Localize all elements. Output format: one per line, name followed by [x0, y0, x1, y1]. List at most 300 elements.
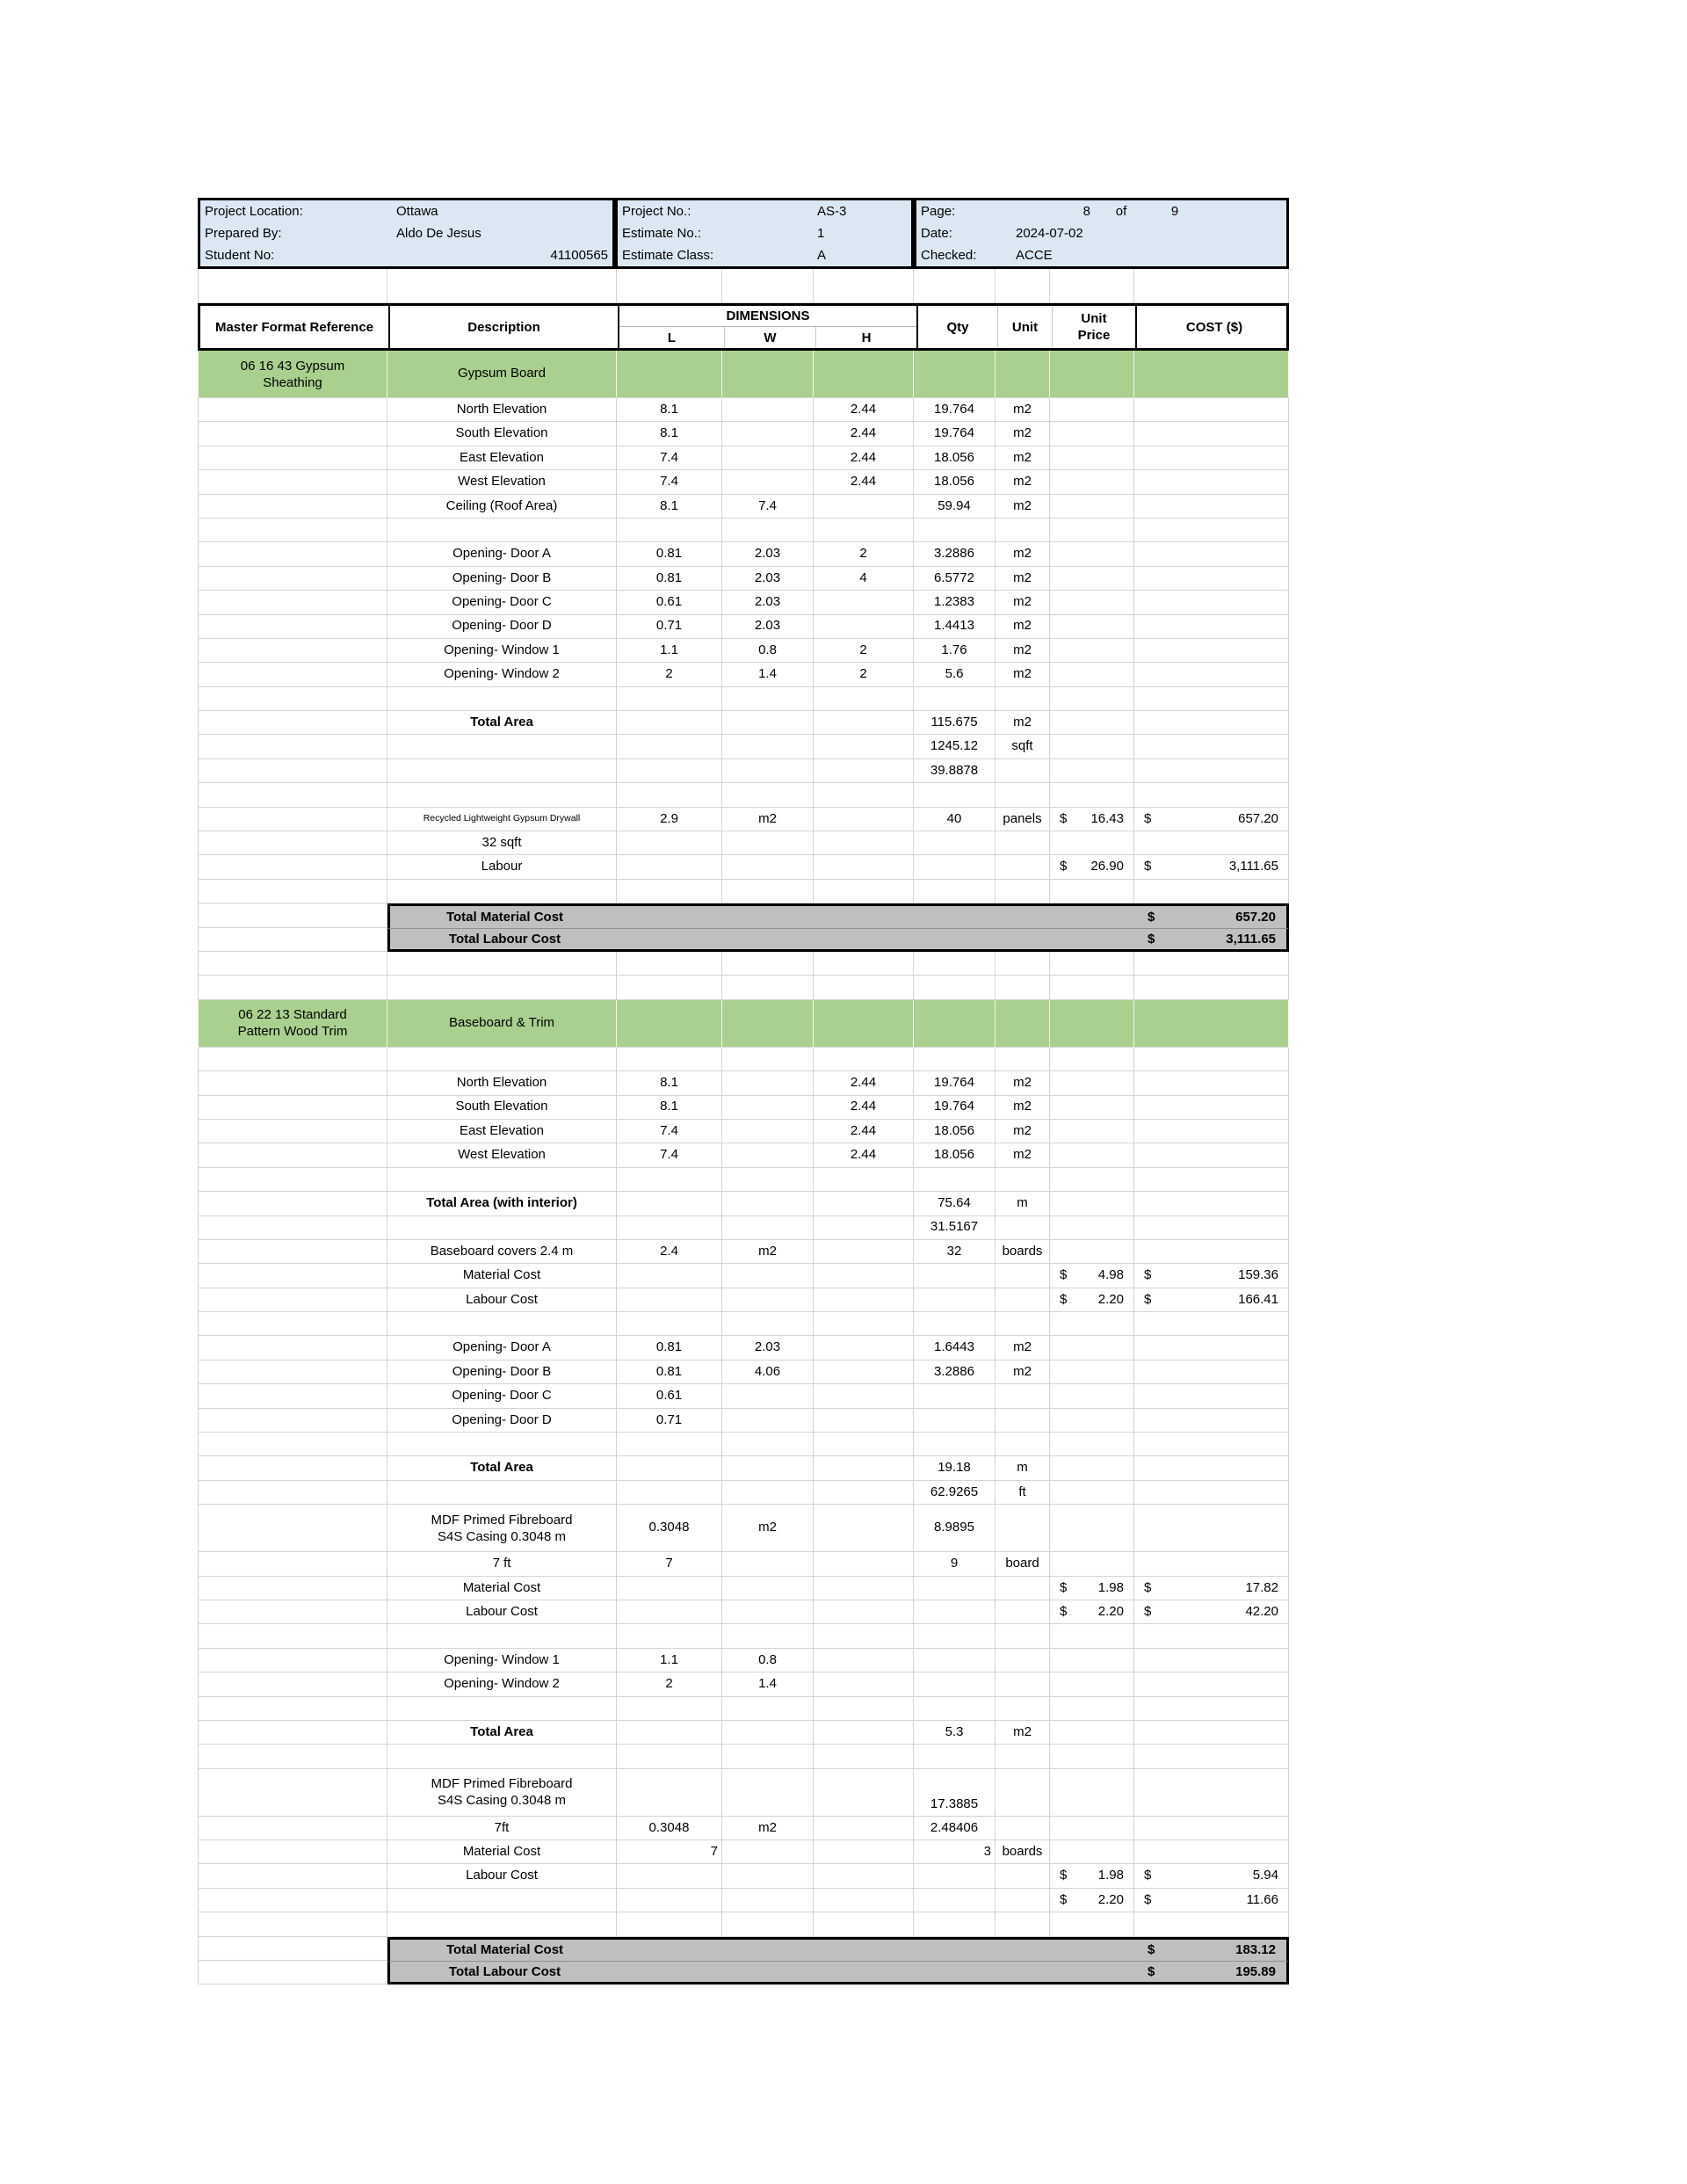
amount: 2.20	[1097, 1603, 1124, 1619]
cell-length	[617, 1721, 722, 1745]
cell-length: 2	[617, 663, 722, 686]
table-total-row	[198, 1961, 1289, 1984]
cell-height: 2.44	[814, 1071, 914, 1095]
cell-qty: 1.2383	[914, 591, 996, 614]
cell-cost	[1134, 808, 1289, 831]
table-total-row	[198, 1937, 1289, 1961]
cell-cost	[1134, 1143, 1289, 1167]
cell-cost	[1134, 351, 1289, 398]
cell-height	[814, 1769, 914, 1817]
cell-length: 7	[617, 1840, 722, 1864]
cell-width	[722, 1697, 814, 1721]
cell-unit	[996, 1216, 1050, 1240]
table-row	[198, 542, 1289, 566]
cell-width: 2.03	[722, 615, 814, 639]
cell-height: 4	[814, 567, 914, 591]
cell-ref	[198, 1600, 387, 1624]
cell-length	[617, 1600, 722, 1624]
table-row	[198, 1240, 1289, 1264]
cell-unit	[996, 855, 1050, 879]
cell-height: 2.44	[814, 398, 914, 422]
cell-width	[722, 519, 814, 542]
cell-description	[387, 952, 617, 976]
cell-description: 7 ft	[387, 1552, 617, 1576]
cell-length: 0.81	[617, 1360, 722, 1384]
table-row	[198, 1577, 1289, 1600]
cell-qty: 18.056	[914, 446, 996, 470]
table-row	[198, 446, 1289, 470]
cell-width	[722, 1312, 814, 1336]
cell-width: 2.03	[722, 567, 814, 591]
cell-length	[617, 1697, 722, 1721]
cell-ref	[198, 759, 387, 783]
cell-width	[722, 1096, 814, 1120]
cell-unit-price	[1050, 1552, 1134, 1576]
total-cost	[1137, 910, 1286, 925]
cell-height	[814, 1312, 914, 1336]
cell-cost	[1134, 398, 1289, 422]
cell-unit	[996, 1672, 1050, 1696]
cell-qty: 2.48406	[914, 1817, 996, 1840]
cell-unit-price	[1050, 495, 1134, 519]
cell-cost	[1134, 1481, 1289, 1505]
amount: 5.94	[1252, 1868, 1278, 1883]
cell-ref	[198, 1096, 387, 1120]
cell-qty	[914, 1288, 996, 1312]
cell-description: MDF Primed Fibreboard S4S Casing 0.3048 m	[387, 1769, 617, 1817]
cell-qty: 1.6443	[914, 1336, 996, 1360]
cell-unit-price	[1050, 1433, 1134, 1456]
cell-width	[722, 1000, 814, 1048]
cell-ref	[198, 663, 387, 686]
cell-ref	[198, 1336, 387, 1360]
cell-cost	[1134, 615, 1289, 639]
cell-ref	[198, 1192, 387, 1215]
amount: 1.98	[1097, 1868, 1124, 1883]
cell-qty	[914, 1433, 996, 1456]
table-row	[198, 1721, 1289, 1745]
cell-ref	[198, 1071, 387, 1095]
cell-unit	[996, 1505, 1050, 1552]
cell-description: Labour	[387, 855, 617, 879]
cell-ref	[198, 1240, 387, 1264]
cell-unit	[996, 1864, 1050, 1888]
cell-length: 7.4	[617, 470, 722, 494]
total-box	[387, 1937, 1289, 1961]
currency-symbol: $	[1148, 1964, 1155, 1980]
cell-qty	[914, 1312, 996, 1336]
cell-description: Labour Cost	[387, 1864, 617, 1888]
cell-unit: m2	[996, 398, 1050, 422]
currency-symbol: $	[1060, 1291, 1068, 1307]
cell-height	[814, 1240, 914, 1264]
cell-cost	[1134, 1552, 1289, 1576]
cell-qty	[914, 1168, 996, 1192]
cell-length: 1.1	[617, 1649, 722, 1672]
cell-description	[387, 759, 617, 783]
cell-unit	[996, 1817, 1050, 1840]
table-row	[198, 1192, 1289, 1215]
currency-symbol: $	[1060, 1868, 1068, 1883]
cell-height	[814, 759, 914, 783]
project-no-row	[618, 200, 911, 222]
cell-qty	[914, 1672, 996, 1696]
cell-height	[814, 1600, 914, 1624]
cell-height	[814, 1384, 914, 1408]
currency-symbol: $	[1144, 1891, 1152, 1907]
cell-unit-price	[1050, 1360, 1134, 1384]
cell-width	[722, 1216, 814, 1240]
cell-ref	[198, 1577, 387, 1600]
cell-unit-price	[1050, 1096, 1134, 1120]
cell-width	[722, 711, 814, 735]
table-row	[198, 976, 1289, 999]
cell-width	[722, 1552, 814, 1576]
cell-description	[387, 1624, 617, 1648]
cell-unit: m2	[996, 446, 1050, 470]
table-row	[198, 687, 1289, 711]
cell-unit	[996, 1288, 1050, 1312]
table-row	[198, 1409, 1289, 1433]
cell-length	[617, 1288, 722, 1312]
total-label: Total Material Cost	[445, 1942, 564, 1958]
cell-unit: sqft	[996, 735, 1050, 758]
cell-unit	[996, 880, 1050, 903]
cell-unit	[996, 759, 1050, 783]
cell-unit-price	[1050, 831, 1134, 855]
cell-description: Total Area	[387, 1456, 617, 1480]
estimate-class-label: Estimate Class:	[622, 248, 714, 263]
cell-length	[617, 687, 722, 711]
project-info-right	[914, 198, 1289, 269]
cell-description	[387, 976, 617, 999]
currency-symbol: $	[1060, 859, 1068, 874]
cell-height	[814, 615, 914, 639]
table-row	[198, 519, 1289, 542]
cell-unit	[996, 1433, 1050, 1456]
cell-description	[387, 1168, 617, 1192]
cell-width	[722, 1864, 814, 1888]
cell-length: 7.4	[617, 446, 722, 470]
cell-cost	[1134, 1120, 1289, 1143]
cell-qty: 19.764	[914, 1096, 996, 1120]
cell-qty	[914, 952, 996, 976]
cell-unit: m2	[996, 1071, 1050, 1095]
cell-qty: 19.764	[914, 422, 996, 446]
table-header	[198, 303, 1289, 351]
cell-height	[814, 1840, 914, 1864]
checked-value: ACCE	[1016, 248, 1053, 263]
cell-cost	[1134, 639, 1289, 663]
cell-cost	[1134, 1096, 1289, 1120]
cell-unit: m2	[996, 1096, 1050, 1120]
table-row	[198, 1120, 1289, 1143]
cell-width	[722, 470, 814, 494]
cell-width	[722, 759, 814, 783]
cell-qty	[914, 687, 996, 711]
cell-cost	[1134, 1336, 1289, 1360]
amount: 42.20	[1245, 1603, 1278, 1619]
cell-unit-price	[1050, 808, 1134, 831]
cell-unit	[996, 519, 1050, 542]
cell-height	[814, 880, 914, 903]
cell-description	[387, 1048, 617, 1071]
cell-width: 4.06	[722, 1360, 814, 1384]
cell-height	[814, 1817, 914, 1840]
currency-symbol: $	[1060, 1891, 1068, 1907]
table-row	[198, 639, 1289, 663]
header-dimensions: DIMENSIONS	[619, 306, 916, 327]
cell-description	[387, 1433, 617, 1456]
cell-qty	[914, 1864, 996, 1888]
estimate-class-value: A	[817, 248, 827, 263]
section-header-row	[198, 351, 1289, 398]
cell-width	[722, 1120, 814, 1143]
cell-cost	[1134, 735, 1289, 758]
amount: 4.98	[1097, 1267, 1124, 1283]
cell-ref	[198, 422, 387, 446]
cell-unit	[996, 1264, 1050, 1288]
cell-cost	[1134, 1721, 1289, 1745]
cell-ref	[198, 976, 387, 999]
cell-cost	[1134, 1600, 1289, 1624]
cell-ref	[198, 831, 387, 855]
cell-cost	[1134, 1409, 1289, 1433]
cell-length	[617, 711, 722, 735]
cell-width	[722, 1456, 814, 1480]
cell-length	[617, 855, 722, 879]
amount: 3,111.65	[1226, 931, 1276, 947]
table-row	[198, 1336, 1289, 1360]
cell-description: Opening- Window 1	[387, 639, 617, 663]
header-height: H	[861, 330, 872, 345]
cell-unit: m2	[996, 1120, 1050, 1143]
cell-ref	[198, 495, 387, 519]
cell-qty: 40	[914, 808, 996, 831]
cell-unit: m2	[996, 1143, 1050, 1167]
cell-height	[814, 808, 914, 831]
cell-width	[722, 1577, 814, 1600]
cell-description	[387, 1912, 617, 1936]
cell-height	[814, 1000, 914, 1048]
table-row	[198, 1264, 1289, 1288]
cell-width	[722, 1840, 814, 1864]
cell-width: 0.8	[722, 639, 814, 663]
table-row	[198, 1649, 1289, 1672]
table-row	[198, 1071, 1289, 1095]
cell-description	[387, 1889, 617, 1912]
date-value: 2024-07-02	[1016, 226, 1083, 241]
date-label: Date:	[921, 226, 952, 241]
cell-description: North Elevation	[387, 398, 617, 422]
cell-ref	[198, 1961, 387, 1984]
cell-height	[814, 976, 914, 999]
cell-cost	[1134, 880, 1289, 903]
table-row	[198, 1889, 1289, 1912]
cell-qty	[914, 1577, 996, 1600]
cell-height: 2	[814, 663, 914, 686]
cell-cost	[1134, 1360, 1289, 1384]
cell-width	[722, 1288, 814, 1312]
estimate-no-value: 1	[817, 226, 825, 241]
currency-symbol: $	[1144, 1603, 1152, 1619]
cell-description	[387, 1312, 617, 1336]
cell-unit: boards	[996, 1840, 1050, 1864]
cell-unit-price	[1050, 759, 1134, 783]
cell-unit: m2	[996, 567, 1050, 591]
cell-description: Ceiling (Roof Area)	[387, 495, 617, 519]
cell-length	[617, 1216, 722, 1240]
estimate-no-label: Estimate No.:	[622, 226, 702, 241]
cell-width: 1.4	[722, 663, 814, 686]
cell-height	[814, 952, 914, 976]
cell-unit: ft	[996, 1481, 1050, 1505]
cell-ref	[198, 446, 387, 470]
cell-ref	[198, 1864, 387, 1888]
cell-unit	[996, 1409, 1050, 1433]
table-row	[198, 1216, 1289, 1240]
cell-unit	[996, 1889, 1050, 1912]
cell-qty	[914, 1048, 996, 1071]
amount: 166.41	[1238, 1291, 1278, 1307]
table-row	[198, 1048, 1289, 1071]
cell-description: Total Area	[387, 711, 617, 735]
cell-cost	[1134, 1840, 1289, 1864]
cell-qty: 5.3	[914, 1721, 996, 1745]
cell-unit-price	[1050, 1384, 1134, 1408]
cell-unit-price	[1050, 1192, 1134, 1215]
cell-description: Recycled Lightweight Gypsum Drywall	[387, 808, 617, 831]
cell-unit-price	[1050, 542, 1134, 566]
cell-qty: 1.76	[914, 639, 996, 663]
cell-height	[814, 1721, 914, 1745]
cell-qty	[914, 1649, 996, 1672]
cell-ref	[198, 519, 387, 542]
cell-ref	[198, 1456, 387, 1480]
cell-cost	[1134, 855, 1289, 879]
cell-qty	[914, 1624, 996, 1648]
cell-description: Opening- Door B	[387, 567, 617, 591]
cell-length: 1.1	[617, 639, 722, 663]
cell-cost	[1134, 1456, 1289, 1480]
cell-cost	[1134, 1192, 1289, 1215]
cell-length	[617, 1168, 722, 1192]
cell-length	[617, 1000, 722, 1048]
table-row	[198, 952, 1289, 976]
cell-ref	[198, 903, 387, 927]
cell-description: Material Cost	[387, 1577, 617, 1600]
cell-cost	[1134, 1889, 1289, 1912]
table-row	[198, 1312, 1289, 1336]
table-row	[198, 1505, 1289, 1552]
amount: 159.36	[1238, 1267, 1278, 1283]
cell-description: Baseboard covers 2.4 m	[387, 1240, 617, 1264]
cell-cost	[1134, 1769, 1289, 1817]
cell-qty	[914, 1600, 996, 1624]
cell-width: m2	[722, 1505, 814, 1552]
table-row	[198, 855, 1289, 879]
table-row	[198, 1384, 1289, 1408]
cell-description: Total Area	[387, 1721, 617, 1745]
amount: 2.20	[1097, 1891, 1124, 1907]
cell-ref	[198, 1384, 387, 1408]
cell-height	[814, 1505, 914, 1552]
cell-ref	[198, 567, 387, 591]
cell-unit: m2	[996, 1336, 1050, 1360]
cell-ref	[198, 1889, 387, 1912]
cell-qty: 19.764	[914, 1071, 996, 1095]
table-row	[198, 711, 1289, 735]
header-length: L	[619, 327, 725, 348]
currency-symbol: $	[1144, 1291, 1152, 1307]
cell-length: 0.71	[617, 615, 722, 639]
cell-qty: 18.056	[914, 1143, 996, 1167]
cell-qty: 115.675	[914, 711, 996, 735]
cell-cost	[1134, 1912, 1289, 1936]
cell-qty: 19.764	[914, 398, 996, 422]
cell-unit-price	[1050, 663, 1134, 686]
project-info-left	[198, 198, 615, 269]
cell-ref	[198, 1912, 387, 1936]
cell-ref	[198, 1697, 387, 1721]
cell-width: m2	[722, 1240, 814, 1264]
cell-qty: 19.18	[914, 1456, 996, 1480]
cell-qty	[914, 976, 996, 999]
cell-cost	[1134, 1817, 1289, 1840]
cell-ref	[198, 783, 387, 807]
total-box	[387, 903, 1289, 927]
cell-description: 7ft	[387, 1817, 617, 1840]
cell-description: Opening- Window 2	[387, 663, 617, 686]
page-of-label: of	[1115, 204, 1127, 219]
cell-width	[722, 1384, 814, 1408]
amount: 657.20	[1238, 810, 1278, 826]
cell-qty: 32	[914, 1240, 996, 1264]
cell-height	[814, 735, 914, 758]
cell-unit: m	[996, 1456, 1050, 1480]
cell-ref	[198, 1505, 387, 1552]
cell-length	[617, 1312, 722, 1336]
cell-height	[814, 1456, 914, 1480]
cell-length	[617, 1864, 722, 1888]
cell-unit-price	[1050, 351, 1134, 398]
project-location-value: Ottawa	[396, 204, 438, 219]
checked-label: Checked:	[921, 248, 977, 263]
cell-length: 8.1	[617, 495, 722, 519]
cell-ref	[198, 928, 387, 952]
cell-description: East Elevation	[387, 1120, 617, 1143]
checked-row	[916, 244, 1286, 266]
cell-ref	[198, 1360, 387, 1384]
cell-unit	[996, 1048, 1050, 1071]
cell-ref	[198, 952, 387, 976]
cell-width: 2.03	[722, 542, 814, 566]
cell-ref	[198, 1481, 387, 1505]
page-label: Page:	[921, 204, 956, 219]
cell-length: 7.4	[617, 1143, 722, 1167]
cell-description: Opening- Door A	[387, 1336, 617, 1360]
cell-unit: boards	[996, 1240, 1050, 1264]
cell-qty	[914, 1889, 996, 1912]
cell-cost	[1134, 542, 1289, 566]
cell-cost	[1134, 1745, 1289, 1768]
project-location-row	[200, 200, 612, 222]
cell-length	[617, 1745, 722, 1768]
cell-ref	[198, 1649, 387, 1672]
cell-description: MDF Primed Fibreboard S4S Casing 0.3048 m	[387, 1505, 617, 1552]
cell-qty	[914, 1000, 996, 1048]
cell-unit	[996, 1745, 1050, 1768]
